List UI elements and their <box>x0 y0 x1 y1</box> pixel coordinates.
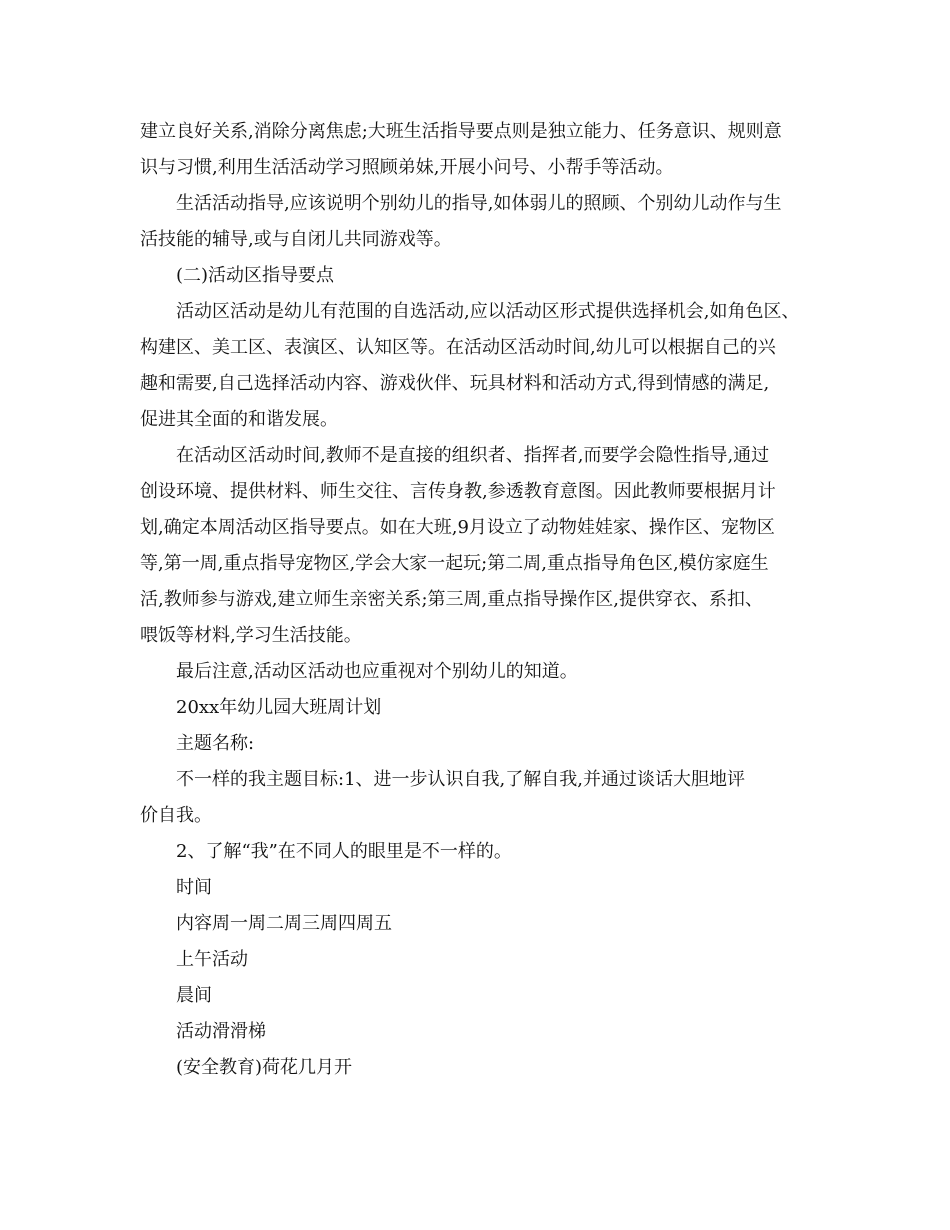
document-body <box>140 114 820 1086</box>
text-line: (安全教育)荷花几月开 <box>176 1057 353 1078</box>
text-line: 内容周一周二周三周四周五 <box>176 913 392 934</box>
text-line: 划,确定本周活动区指导要点。如在大班,9月设立了动物娃娃家、操作区、宠物区 <box>140 517 775 538</box>
text-line: 生活活动指导,应该说明个别幼儿的指导,如体弱儿的照顾、个别幼儿动作与生 <box>176 193 782 214</box>
text-line: 识与习惯,利用生活活动学习照顾弟妹,开展小问号、小帮手等活动。 <box>140 157 674 178</box>
text-line: 创设环境、提供材料、师生交往、言传身教,参透教育意图。因此教师要根据月计 <box>140 481 776 502</box>
text-line: 构建区、美工区、表演区、认知区等。在活动区活动时间,幼儿可以根据自己的兴 <box>140 337 776 358</box>
text-line: 促进其全面的和谐发展。 <box>140 409 338 430</box>
text-line: 趣和需要,自己选择活动内容、游戏伙伴、玩具材料和活动方式,得到情感的满足, <box>140 373 770 394</box>
theme-name-label: 主题名称: <box>176 733 255 754</box>
text-line: 在活动区活动时间,教师不是直接的组织者、指挥者,而要学会隐性指导,通过 <box>176 445 770 466</box>
plan-title: 20xx年幼儿园大班周计划 <box>176 697 382 718</box>
text-line: 最后注意,活动区活动也应重视对个别幼儿的知道。 <box>176 661 578 682</box>
text-line: 价自我。 <box>140 805 212 826</box>
text-line: 晨间 <box>176 985 212 1006</box>
text-line: 时间 <box>176 877 212 898</box>
text-line: 活技能的辅导,或与自闭儿共同游戏等。 <box>140 229 452 250</box>
text-line: 等,第一周,重点指导宠物区,学会大家一起玩;第二周,重点指导角色区,模仿家庭生 <box>140 553 769 574</box>
text-line: 2、了解“我”在不同人的眼里是不一样的。 <box>176 841 512 862</box>
text-line: 喂饭等材料,学习生活技能。 <box>140 625 362 646</box>
text-line: 上午活动 <box>176 949 248 970</box>
text-line: 活,教师参与游戏,建立师生亲密关系;第三周,重点指导操作区,提供穿衣、系扣、 <box>140 589 763 610</box>
text-line: 不一样的我主题目标:1、进一步认识自我,了解自我,并通过谈话大胆地评 <box>176 769 745 790</box>
text-line: 活动滑滑梯 <box>176 1021 266 1042</box>
section-heading: (二)活动区指导要点 <box>176 265 335 286</box>
text-line: 建立良好关系,消除分离焦虑;大班生活指导要点则是独立能力、任务意识、规则意 <box>140 121 782 142</box>
text-line: 活动区活动是幼儿有范围的自选活动,应以活动区形式提供选择机会,如角色区、 <box>176 301 800 322</box>
